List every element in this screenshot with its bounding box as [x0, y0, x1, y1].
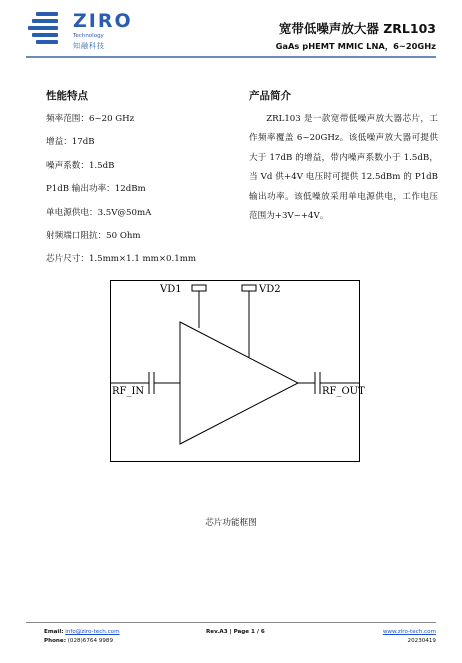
footer-divider	[26, 622, 436, 623]
email-label: Email:	[44, 629, 64, 635]
header-divider	[26, 56, 436, 58]
website-link[interactable]: www.ziro-tech.com	[382, 629, 436, 635]
chip-outline	[111, 281, 360, 462]
feature-item: 噪声系数：1.5dB	[46, 160, 115, 171]
feature-item: 单电源供电：3.5V@50mA	[46, 207, 152, 218]
amplifier-triangle-icon	[180, 322, 298, 444]
vd2-label: VD2	[259, 284, 281, 295]
vd1-label: VD1	[160, 284, 182, 295]
diagram-caption: 芯片功能框图	[205, 518, 257, 528]
footer-email	[44, 629, 120, 635]
logo-word: ZIRO	[73, 10, 133, 32]
phone-label: Phone:	[44, 638, 66, 644]
footer-phone	[44, 638, 113, 644]
vd2-pad	[242, 285, 256, 291]
feature-item: 芯片尺寸：1.5mm×1.1 mm×0.1mm	[46, 254, 196, 265]
feature-item: P1dB 输出功率：12dBm	[46, 184, 146, 195]
feature-item: 频率范围：6~20 GHz	[46, 114, 135, 124]
logo-mark-icon	[26, 12, 66, 48]
rf-in-label: RF_IN	[112, 386, 145, 397]
page-indicator: Rev.A3 | Page 1 / 6	[206, 629, 265, 635]
document-title: 宽带低噪声放大器 ZRL103	[278, 21, 436, 36]
features-heading: 性能特点	[46, 90, 88, 102]
revision-date: 20230419	[407, 638, 436, 644]
feature-item: 射频端口阻抗：50 Ohm	[46, 231, 141, 242]
logo-subtitle: Technology	[73, 33, 104, 39]
intro-paragraph: ZRL103 是一款宽带低噪声放大器芯片，工作频率覆盖 6~20GHz。该低噪声放大器可提供大于 17dB 的增益，带内噪声系数小于 1.5dB，当 Vd 供+4V 电压时可提供 12.5dBm 的 P1dB 输出功率。该低噪放采用单电源供电，工作电压范围为+3V~+4V。	[249, 114, 438, 222]
vd1-pad	[192, 285, 206, 291]
phone-number: (028)6764 9989	[67, 638, 114, 644]
intro-heading: 产品简介	[249, 90, 291, 102]
logo-chinese-name: 知融科技	[73, 42, 105, 50]
document-subtitle: GaAs pHEMT MMIC LNA，6~20GHz	[275, 41, 436, 51]
features-list	[46, 108, 196, 272]
company-logo	[26, 10, 136, 54]
rf-out-label: RF_OUT	[322, 386, 365, 397]
email-link[interactable]: info@ziro-tech.com	[65, 629, 120, 635]
function-block-diagram	[110, 280, 365, 462]
feature-item: 增益：17dB	[46, 137, 95, 148]
